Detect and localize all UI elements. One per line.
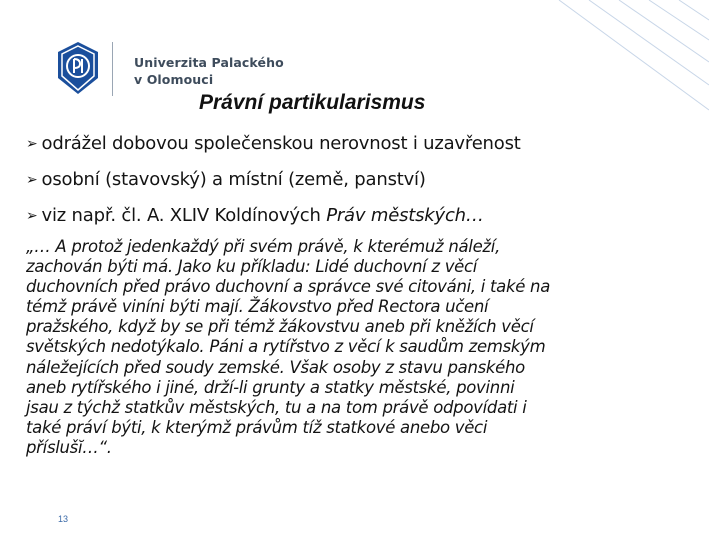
- bullet-item: [26, 133, 521, 156]
- university-name-line2: v Olomouci: [134, 72, 214, 87]
- arrow-bullet-icon: ➢: [26, 208, 38, 224]
- bullet-item: [26, 169, 521, 192]
- university-name: [134, 54, 284, 88]
- quote-line: aneb rytířského i jiné, drží-li grunty a statky městské, povinni: [26, 377, 515, 397]
- quote-line: témž právě viníni býti mají. Žákovstvo před Rectora učení: [26, 297, 489, 317]
- university-emblem-icon: [54, 40, 102, 96]
- bullet-text: osobní (stavovský) a místní (země, panství): [41, 169, 426, 190]
- bullet-list: [26, 133, 521, 241]
- decorative-corner-lines: [479, 0, 709, 120]
- page-number: 13: [58, 514, 69, 524]
- quote-line: světských nedotýkalo. Páni a rytířstvo z věcí k saudům zemským: [26, 337, 546, 357]
- quote-line: příslušĭ…“.: [26, 437, 112, 457]
- logo-divider: [112, 42, 113, 96]
- slide-title: Právní partikularismus: [199, 91, 426, 114]
- quote-line: „… A protož jedenkaždý při svém právě, k kterémuž náleží,: [26, 237, 501, 256]
- quote-line: náležejících před soudy zemské. Však osoby z stavu panského: [26, 357, 525, 377]
- quote-line: duchovních před právo duchovní a správce své citováni, i také na: [26, 277, 551, 297]
- university-name-line1: Univerzita Palackého: [134, 55, 284, 70]
- quote-line: pražského, když by se při témž žákovstvu aneb při kněžích věcí: [26, 317, 534, 337]
- arrow-bullet-icon: ➢: [26, 136, 38, 152]
- quote-line: jsau z týchž statkův městských, tu a na tom právě odpovídati i: [26, 397, 527, 417]
- bullet-text: odrážel dobovou společenskou nerovnost i uzavřenost: [41, 133, 521, 154]
- quote-line: také práví býti, k kterýmž právům tíž statkové anebo věci: [26, 417, 488, 437]
- bullet-text: viz např. čl. A. XLIV Koldínových: [41, 205, 327, 226]
- arrow-bullet-icon: ➢: [26, 172, 38, 188]
- quote-block: [26, 237, 686, 458]
- bullet-emphasis: Práv městských…: [326, 205, 484, 226]
- quote-line: zachován býti má. Jako ku příkladu: Lidé duchovní z věcí: [26, 257, 478, 277]
- bullet-item: [26, 205, 521, 228]
